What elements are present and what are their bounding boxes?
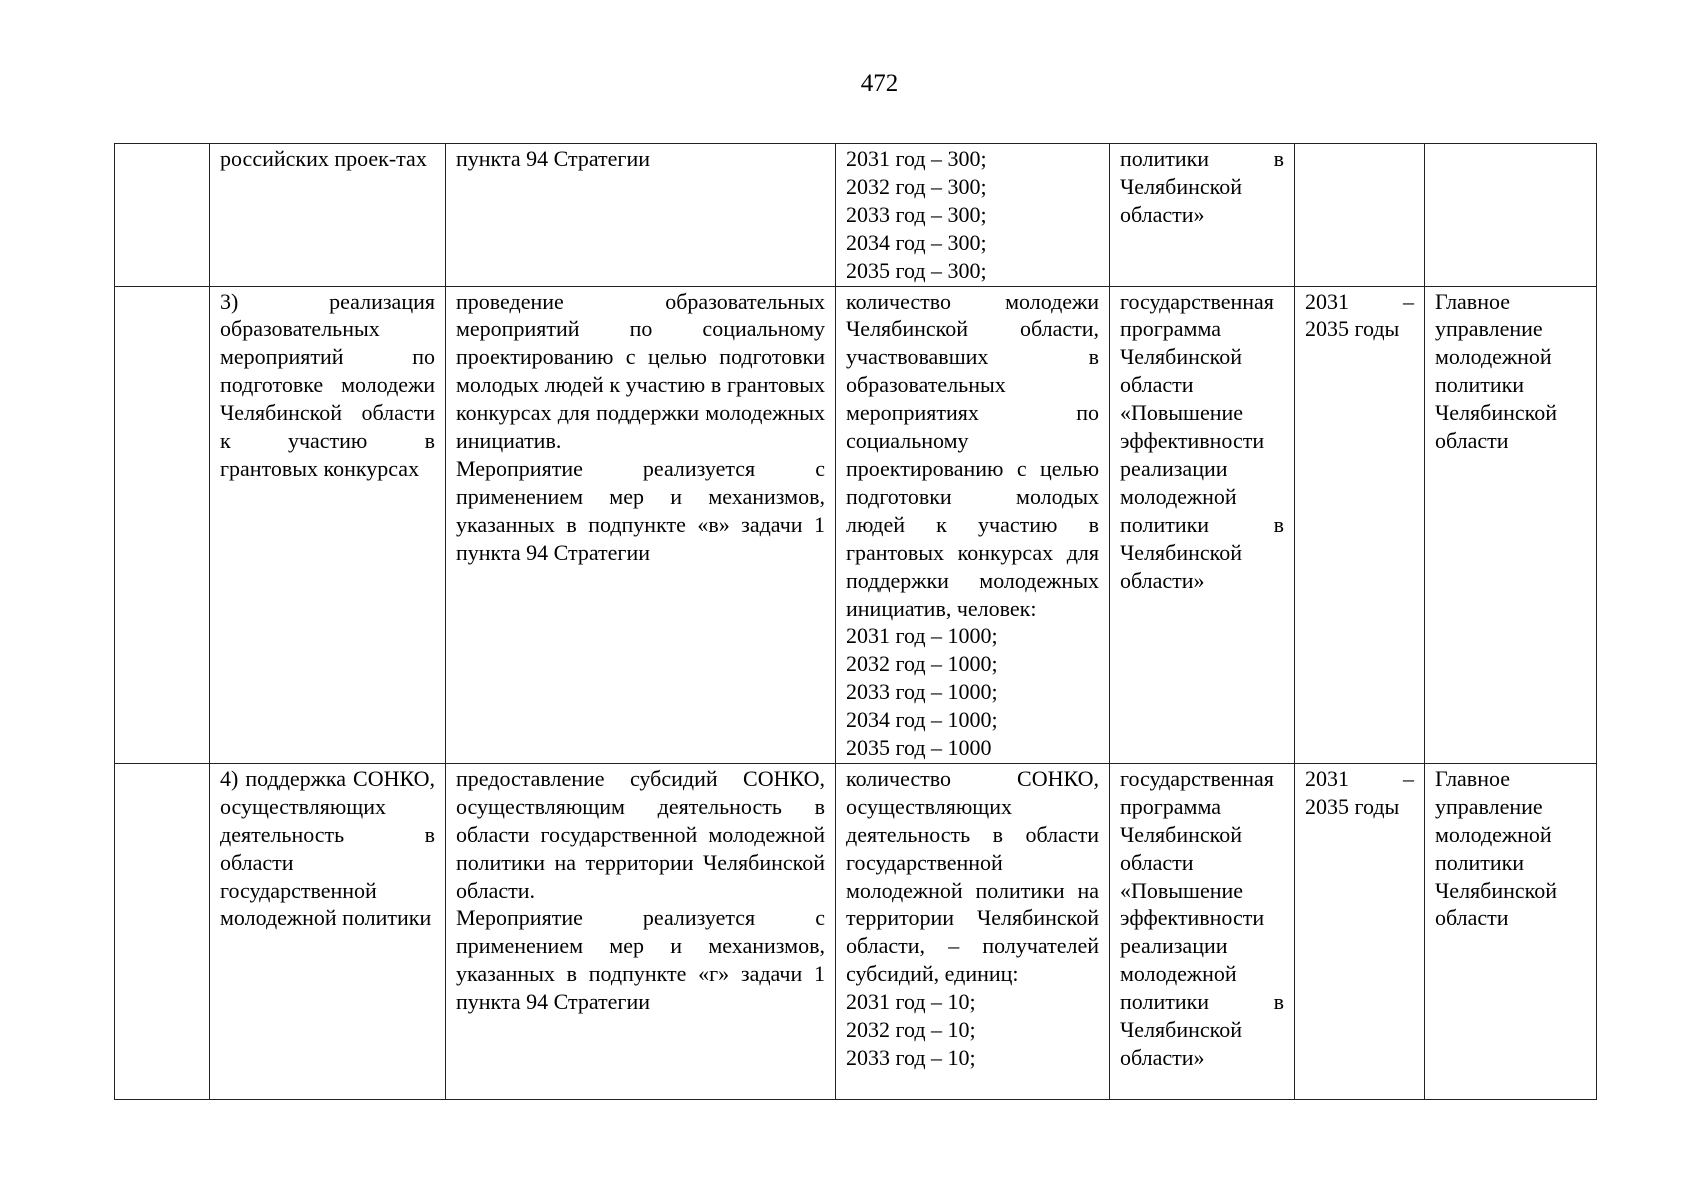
period-start: 2031 <box>1305 288 1349 314</box>
event-name: российских проек-тах <box>220 146 427 171</box>
indicator-year-value: 2032 год – 1000; <box>846 651 998 677</box>
activity-paragraph: пункта 94 Стратегии <box>456 146 651 171</box>
page-number: 472 <box>860 70 899 97</box>
period-cell <box>1295 286 1425 763</box>
event-name: 3) реализация образовательных мероприятий по подготовке молодежи Челябинской области к участию в грантовых конкурсах <box>220 288 435 481</box>
program-cell <box>1110 144 1295 287</box>
indicator-year-value: 2034 год – 1000; <box>846 707 998 733</box>
indicator-year-value: 2032 год – 300; <box>846 173 987 199</box>
responsible-cell <box>1425 763 1597 1099</box>
responsible-body: Главное управление молодежной политики Челябинской области <box>1435 765 1558 931</box>
program-name: политики в Челябинской области» <box>1120 146 1284 227</box>
indicator-cell <box>836 286 1110 763</box>
indicator-year-value: 2033 год – 10; <box>846 1045 976 1070</box>
indicator-text: количество молодежи Челябинской области, участвовавших в образовательных мероприятиях по социальному проектированию с целью подготовки молодых людей к участию в грантовых конкурсах для поддержки молодежных инициатив, человек: <box>846 288 1099 621</box>
period-cell <box>1295 144 1425 287</box>
period-start-line <box>1305 288 1414 316</box>
responsible-body: Главное управление молодежной политики Челябинской области <box>1435 288 1558 454</box>
indicator-cell <box>836 144 1110 287</box>
indicator-year-value: 2031 год – 10; <box>846 989 976 1015</box>
indicator-year-value: 2032 год – 10; <box>846 1017 976 1043</box>
indicator-year-value: 2031 год – 300; <box>846 146 987 171</box>
indicator-year-value: 2033 год – 300; <box>846 201 987 227</box>
responsible-cell <box>1425 144 1597 287</box>
table-row <box>115 763 1597 1099</box>
number-cell <box>115 286 210 763</box>
period-end: 2035 годы <box>1305 316 1400 342</box>
indicator-year-value: 2035 год – 300; <box>846 257 987 283</box>
strategy-table <box>114 143 1597 1100</box>
activity-paragraph: Мероприятие реализуется с применением мер и механизмов, указанных в подпункте «в» задачи 1 пункта 94 Стратегии <box>456 455 825 565</box>
activity-paragraph: Мероприятие реализуется с применением мер и механизмов, указанных в подпункте «г» задачи 1 пункта 94 Стратегии <box>456 905 825 1015</box>
activity-cell <box>446 144 836 287</box>
indicator-year-value: 2034 год – 300; <box>846 229 987 255</box>
activity-cell <box>446 763 836 1099</box>
indicator-year-value: 2031 год – 1000; <box>846 623 998 649</box>
table-row <box>115 144 1597 287</box>
indicator-year-value: 2033 год – 1000; <box>846 679 998 705</box>
number-cell <box>115 144 210 287</box>
indicator-text: количество СОНКО, осуществляющих деятельность в области государственной молодежной политики на территории Челябинской области, – получателей субсидий, единиц: <box>846 765 1099 987</box>
period-start-line <box>1305 765 1414 793</box>
indicator-year-value: 2035 год – 1000 <box>846 735 992 761</box>
indicator-cell <box>836 763 1110 1099</box>
event-name: 4) поддержка СОНКО, осуществляющих деятельность в области государственной молодежной политики <box>220 765 435 931</box>
activity-paragraph: предоставление субсидий СОНКО, осуществляющим деятельность в области государственной молодежной политики на территории Челябинской области. <box>456 765 825 903</box>
number-cell <box>115 763 210 1099</box>
period-dash: – <box>1403 765 1414 791</box>
program-cell <box>1110 286 1295 763</box>
event-name-cell <box>210 286 446 763</box>
period-dash: – <box>1403 288 1414 314</box>
period-start: 2031 <box>1305 765 1349 791</box>
table-row <box>115 286 1597 763</box>
program-name: государственная программа Челябинской области «Повышение эффективности реализации молодежной политики в Челябинской области» <box>1120 765 1284 1070</box>
program-name: государственная программа Челябинской области «Повышение эффективности реализации молодежной политики в Челябинской области» <box>1120 288 1284 593</box>
event-name-cell <box>210 763 446 1099</box>
activity-cell <box>446 286 836 763</box>
responsible-cell <box>1425 286 1597 763</box>
period-cell <box>1295 763 1425 1099</box>
event-name-cell <box>210 144 446 287</box>
activity-paragraph: проведение образовательных мероприятий по социальному проектированию с целью подготовки молодых людей к участию в грантовых конкурсах для поддержки молодежных инициатив. <box>456 288 825 454</box>
program-cell <box>1110 763 1295 1099</box>
period-end: 2035 годы <box>1305 793 1400 819</box>
